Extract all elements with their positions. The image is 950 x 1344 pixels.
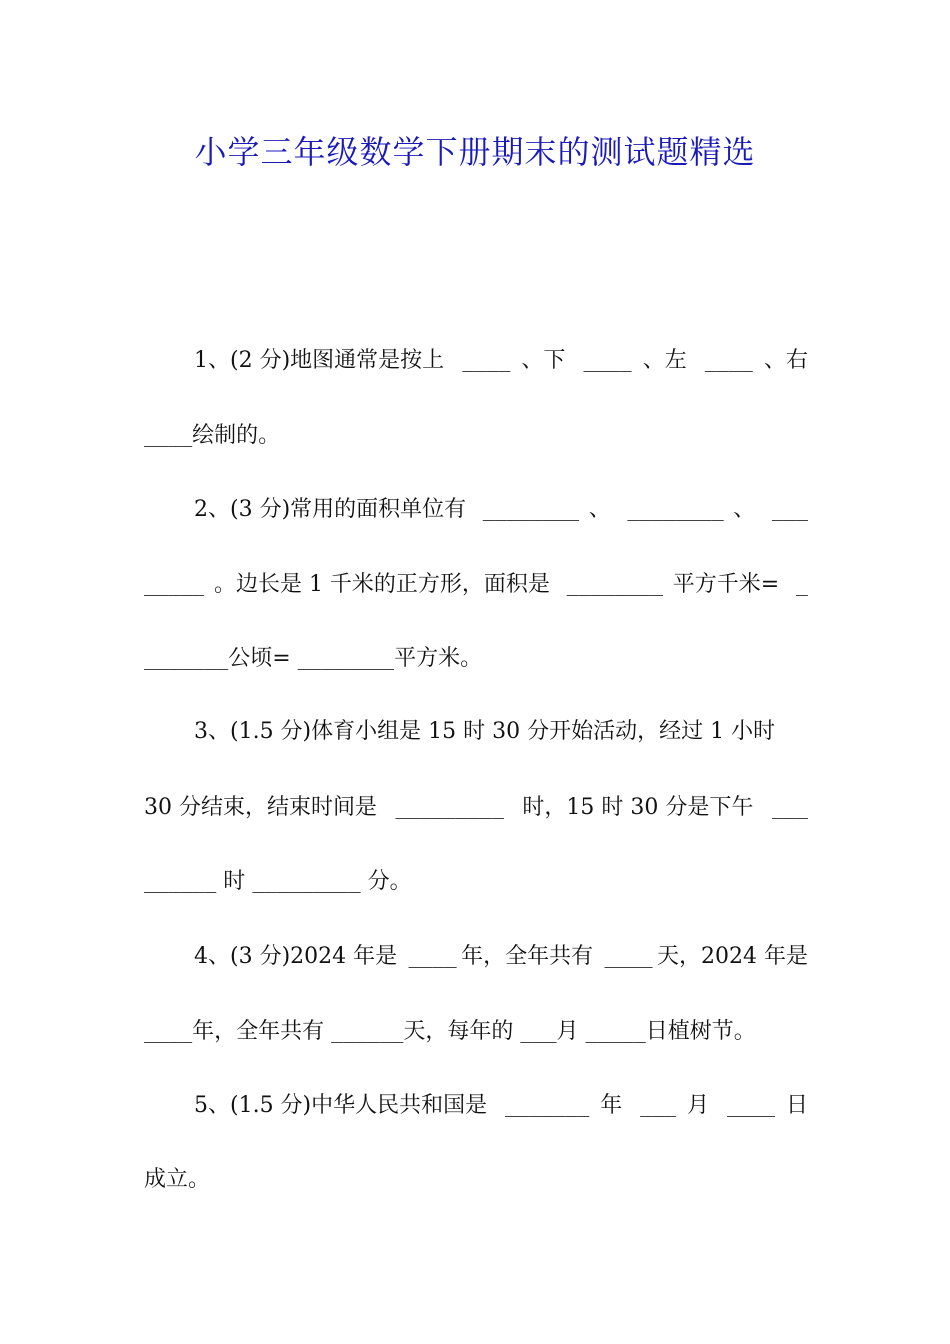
question-line xyxy=(144,919,808,994)
question-text: 时，15 时 30 分是下午 xyxy=(515,794,761,820)
answer-blank[interactable]: ________ xyxy=(627,497,724,521)
question-text: 月 xyxy=(687,1093,717,1118)
answer-blank[interactable]: ______ xyxy=(331,1018,404,1043)
question-text: 1、(2 分)地图通常是按上 xyxy=(194,348,452,373)
question-1 xyxy=(144,323,808,472)
answer-blank[interactable]: ________ xyxy=(566,571,663,596)
question-text: 日 xyxy=(785,1093,808,1118)
question-text: 年 xyxy=(600,1093,630,1118)
question-3 xyxy=(144,695,808,919)
question-text: 绘制的。 xyxy=(192,422,281,448)
question-text: 2、(3 分)常用的面积单位有 xyxy=(194,497,474,522)
answer-blank[interactable]: _______ xyxy=(505,1093,590,1117)
answer-blank[interactable]: ____ xyxy=(604,944,653,968)
answer-blank[interactable]: ___ xyxy=(640,1093,677,1117)
question-text: 4、(3 分)2024 年是 xyxy=(194,944,405,969)
answer-blank[interactable]: ___ xyxy=(520,1018,557,1043)
answer-blank[interactable]: _____ xyxy=(585,1018,646,1043)
question-text: 平方米。 xyxy=(394,646,483,671)
answer-blank[interactable]: ____ xyxy=(408,944,457,968)
question-text: 30 分结束，结束时间是 xyxy=(144,794,384,820)
question-line xyxy=(144,323,808,398)
question-line xyxy=(144,695,808,770)
question-2 xyxy=(144,472,808,696)
answer-blank[interactable]: _________ xyxy=(395,794,504,819)
answer-blank[interactable]: ___ xyxy=(771,497,808,521)
answer-blank[interactable]: ____ xyxy=(704,348,753,372)
question-line xyxy=(144,621,808,696)
question-text: 月 xyxy=(556,1018,586,1044)
answer-blank[interactable]: _ xyxy=(795,571,808,596)
answer-blank[interactable]: ____ xyxy=(144,1018,193,1043)
question-text: 时 xyxy=(216,869,253,894)
question-line xyxy=(144,398,808,473)
question-line xyxy=(144,1068,808,1143)
answer-blank[interactable]: _________ xyxy=(252,869,361,893)
question-text: 天，每年的 xyxy=(403,1018,521,1044)
answer-blank[interactable]: ____ xyxy=(144,422,193,447)
question-line xyxy=(144,472,808,547)
answer-blank[interactable]: ________ xyxy=(482,497,580,521)
question-text: 、左 xyxy=(642,348,694,373)
answer-blank[interactable]: _____ xyxy=(144,571,205,596)
question-5 xyxy=(144,1068,808,1217)
document-title: 小学三年级数学下册期末的测试题精选 xyxy=(194,133,756,171)
question-text: 天，2024 年是 xyxy=(656,944,808,969)
question-line xyxy=(144,994,808,1069)
answer-blank[interactable]: ____ xyxy=(726,1093,776,1117)
question-text: 成立。 xyxy=(144,1166,211,1192)
question-text: 平方千米= xyxy=(672,571,787,597)
question-text: 、 xyxy=(588,497,618,522)
question-text: 。边长是 1 千米的正方形，面积是 xyxy=(213,571,557,597)
answer-blank[interactable]: ____ xyxy=(583,348,632,372)
question-line xyxy=(144,844,808,919)
question-text: 、右 xyxy=(763,348,808,373)
answer-blank[interactable]: ________ xyxy=(297,646,395,670)
question-line xyxy=(144,770,808,845)
question-text: 5、(1.5 分)中华人民共和国是 xyxy=(194,1093,495,1118)
answer-blank[interactable]: ____ xyxy=(462,348,511,372)
answer-blank[interactable]: ______ xyxy=(144,869,217,893)
question-text: 、 xyxy=(733,497,763,522)
question-text: 分。 xyxy=(360,869,412,894)
question-text: 日植树节。 xyxy=(645,1018,756,1044)
question-4 xyxy=(144,919,808,1068)
question-text: 3、(1.5 分)体育小组是 15 时 30 分开始活动，经过 1 小时 xyxy=(194,719,776,744)
question-line xyxy=(144,547,808,622)
question-text: 公顷= xyxy=(228,646,298,671)
question-text: 年，全年共有 xyxy=(192,1018,332,1044)
answer-blank[interactable]: _______ xyxy=(144,646,229,670)
question-text: 年，全年共有 xyxy=(461,944,601,969)
question-line xyxy=(144,1143,808,1218)
answer-blank[interactable]: ___ xyxy=(771,794,808,819)
question-text: 、下 xyxy=(521,348,573,373)
